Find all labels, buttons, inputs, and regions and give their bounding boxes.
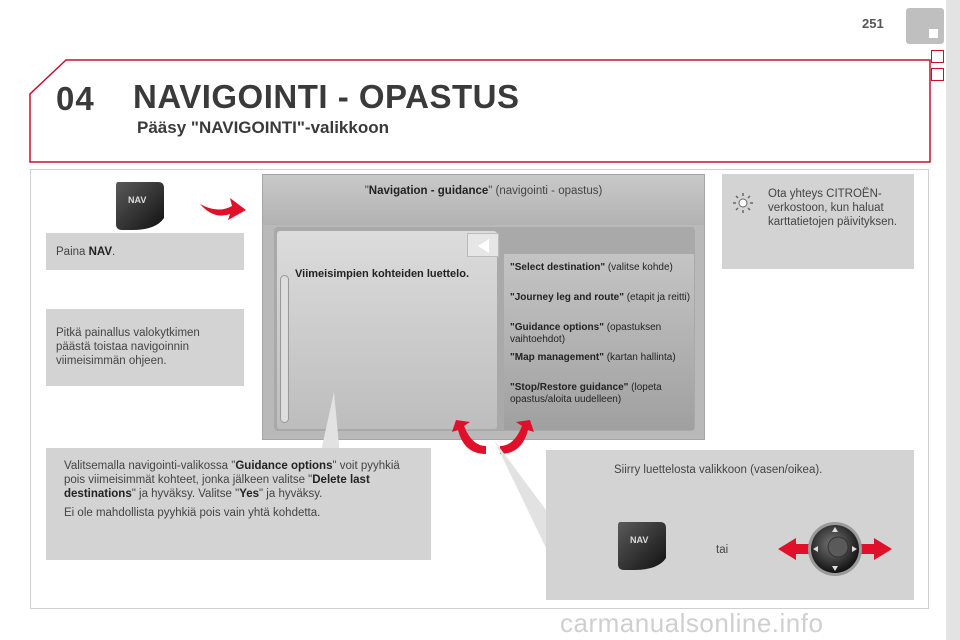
- menu-item-label: "Select destination": [510, 262, 606, 273]
- delete-guidance-options: Guidance options: [235, 460, 333, 472]
- nav-button-icon: [112, 178, 168, 234]
- menu-item-journey-leg[interactable]: [510, 292, 692, 304]
- menu-item-guidance-options[interactable]: [510, 322, 692, 346]
- delete-paragraph-1: [64, 460, 417, 501]
- screen-header-rest: " (navigointi - opastus): [488, 185, 603, 197]
- callout-wedge-left: [290, 392, 350, 456]
- menu-item-desc: (lopeta opastus/aloita uudelleen): [510, 382, 662, 405]
- nav-button-icon: [614, 518, 670, 574]
- menu-item-map-management[interactable]: [510, 352, 692, 364]
- delete-text-part: Valitsemalla navigointi-valikossa ": [64, 460, 236, 472]
- side-square-marker: [931, 50, 944, 63]
- chapter-number: 04: [56, 80, 95, 117]
- menu-item-desc: (valitse kohde): [605, 262, 673, 273]
- menu-item-desc: (kartan hallinta): [603, 352, 676, 363]
- recent-destinations-title: Viimeisimpien kohteiden luettelo.: [295, 268, 470, 280]
- arrow-right-icon: [198, 190, 248, 224]
- rotary-knob-icon: [776, 518, 894, 580]
- or-text: tai: [716, 544, 729, 556]
- press-nav-prefix: Paina: [56, 246, 89, 258]
- delete-text-part: " voit pyyhkiä pois viimeisimmät kohteet, jonka jälkeen valitse ": [64, 460, 400, 486]
- sun-tip-icon: [732, 192, 754, 214]
- screen-header: [263, 175, 704, 225]
- screen-header-quote: ": [364, 185, 369, 197]
- delete-paragraph-2: Ei ole mahdollista pyyhkiä pois vain yhtä kohdetta.: [64, 507, 321, 520]
- page-number: 251: [862, 16, 884, 31]
- press-nav-suffix: .: [112, 246, 116, 258]
- long-press-box: [46, 309, 244, 386]
- menu-item-label: "Map management": [510, 352, 604, 363]
- page-title: NAVIGOINTI - OPASTUS: [133, 78, 520, 115]
- delete-yes: Yes: [239, 487, 260, 500]
- screen-header-bold: Navigation - guidance: [368, 185, 489, 197]
- watermark: carmanualsonline.info: [560, 608, 824, 638]
- press-nav-key: NAV: [88, 246, 113, 258]
- list-scrollbar[interactable]: [280, 275, 289, 423]
- tip-box: [722, 174, 914, 269]
- press-nav-box: [46, 233, 244, 270]
- scroll-text: Siirry luettelosta valikkoon (vasen/oikea).: [614, 464, 823, 476]
- nav-button-label: NAV: [128, 195, 147, 205]
- delete-text-part: " ja hyväksy. Valitse ": [131, 487, 240, 500]
- delete-text-part: " ja hyväksy.: [259, 487, 323, 500]
- tip-text: Ota yhteys CITROËN-verkostoon, kun haluat karttatietojen päivityksen.: [768, 188, 898, 228]
- long-press-text: Pitkä painallus valokytkimen päästä toistaa navigoinnin viimeisimmän ohjeen.: [56, 327, 200, 367]
- back-arrow-icon[interactable]: [467, 233, 499, 257]
- menu-item-select-destination[interactable]: [510, 262, 692, 274]
- menu-item-stop-restore[interactable]: [510, 382, 692, 406]
- page-corner-tab: [906, 8, 944, 44]
- nav-button-illustration: [614, 518, 670, 579]
- delete-last-destinations: Delete last destinations: [64, 473, 370, 500]
- side-square-marker: [931, 68, 944, 81]
- menu-item-label: "Journey leg and route": [510, 292, 624, 303]
- menu-item-desc: (opastuksen vaihtoehdot): [510, 322, 662, 345]
- delete-destinations-box: [46, 448, 431, 560]
- page-subtitle: Pääsy "NAVIGOINTI"-valikkoon: [137, 118, 389, 137]
- menu-item-label: "Guidance options": [510, 322, 604, 333]
- side-bar: [946, 0, 960, 640]
- menu-item-desc: (etapit ja reitti): [623, 292, 691, 303]
- menu-item-label: "Stop/Restore guidance": [510, 382, 629, 393]
- callout-wedge-right: [492, 440, 548, 550]
- navigation-menu-panel: [504, 254, 694, 430]
- nav-button-illustration: [112, 178, 168, 239]
- nav-button-label: NAV: [630, 535, 649, 545]
